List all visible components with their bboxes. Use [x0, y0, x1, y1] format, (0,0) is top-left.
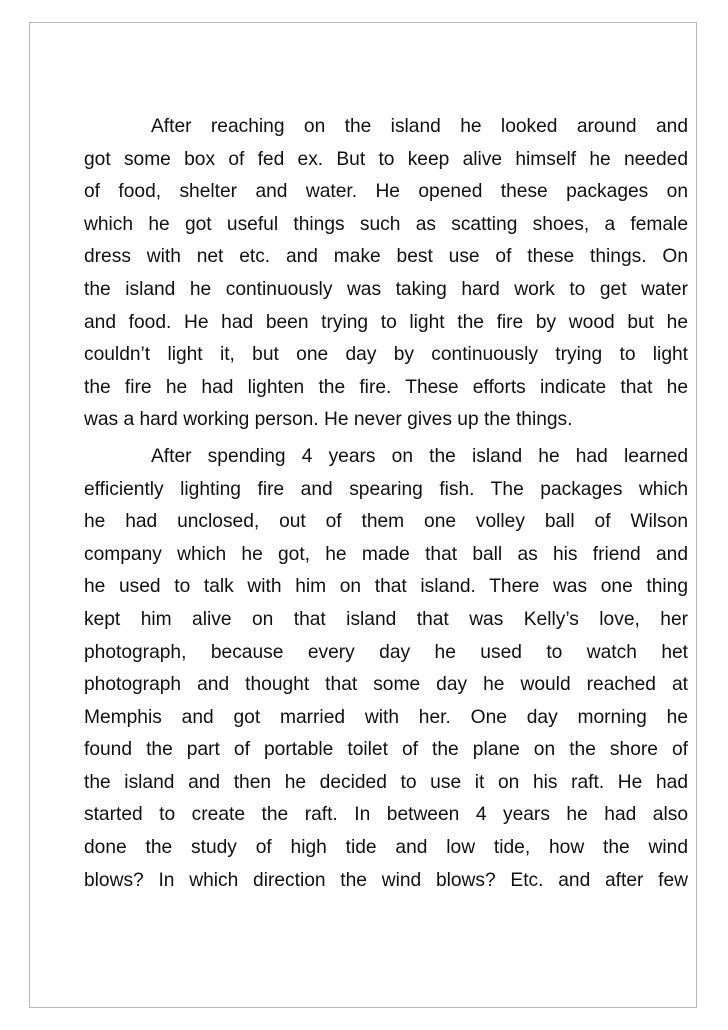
text-line: couldn’t light it, but one day by continuously trying to light [84, 344, 688, 366]
text-line: got some box of fed ex. But to keep alive himself he needed [84, 148, 688, 170]
text-line: blows? In which direction the wind blows? Etc. and after few [84, 869, 688, 891]
text-line: After reaching on the island he looked around and [151, 116, 688, 137]
text-line: efficiently lighting fire and spearing fish. The packages which [84, 478, 688, 500]
text-line: he had unclosed, out of them one volley ball of Wilson [84, 511, 688, 533]
text-line: the island he continuously was taking hard work to get water [84, 278, 688, 300]
text-line: After spending 4 years on the island he had learned [151, 445, 688, 467]
text-line: started to create the raft. In between 4 years he had also [84, 804, 688, 826]
text-line: kept him alive on that island that was Kelly’s love, her [84, 608, 688, 630]
text-line: Memphis and got married with her. One day morning he [84, 706, 688, 728]
text-line: and food. He had been trying to light the fire by wood but he [84, 311, 688, 333]
text-line: done the study of high tide and low tide, how the wind [84, 837, 688, 859]
text-line: he used to talk with him on that island. There was one thing [84, 576, 688, 598]
document-page [29, 22, 697, 1008]
document-body [84, 111, 688, 901]
text-line: the island and then he decided to use it on his raft. He had [84, 771, 688, 793]
paragraph-2 [84, 441, 688, 897]
text-line: the fire he had lighten the fire. These efforts indicate that he [84, 376, 688, 398]
text-line: dress with net etc. and make best use of these things. On [84, 246, 688, 268]
text-line: company which he got, he made that ball as his friend and [84, 543, 688, 565]
text-line: which he got useful things such as scatting shoes, a female [84, 213, 688, 235]
text-line: of food, shelter and water. He opened these packages on [84, 181, 688, 203]
text-line: found the part of portable toilet of the plane on the shore of [84, 739, 688, 761]
text-line: photograph and thought that some day he would reached at [84, 674, 688, 696]
text-line: photograph, because every day he used to watch het [84, 641, 688, 663]
text-line: was a hard working person. He never gives up the things. [84, 409, 573, 431]
paragraph-1 [84, 111, 688, 437]
